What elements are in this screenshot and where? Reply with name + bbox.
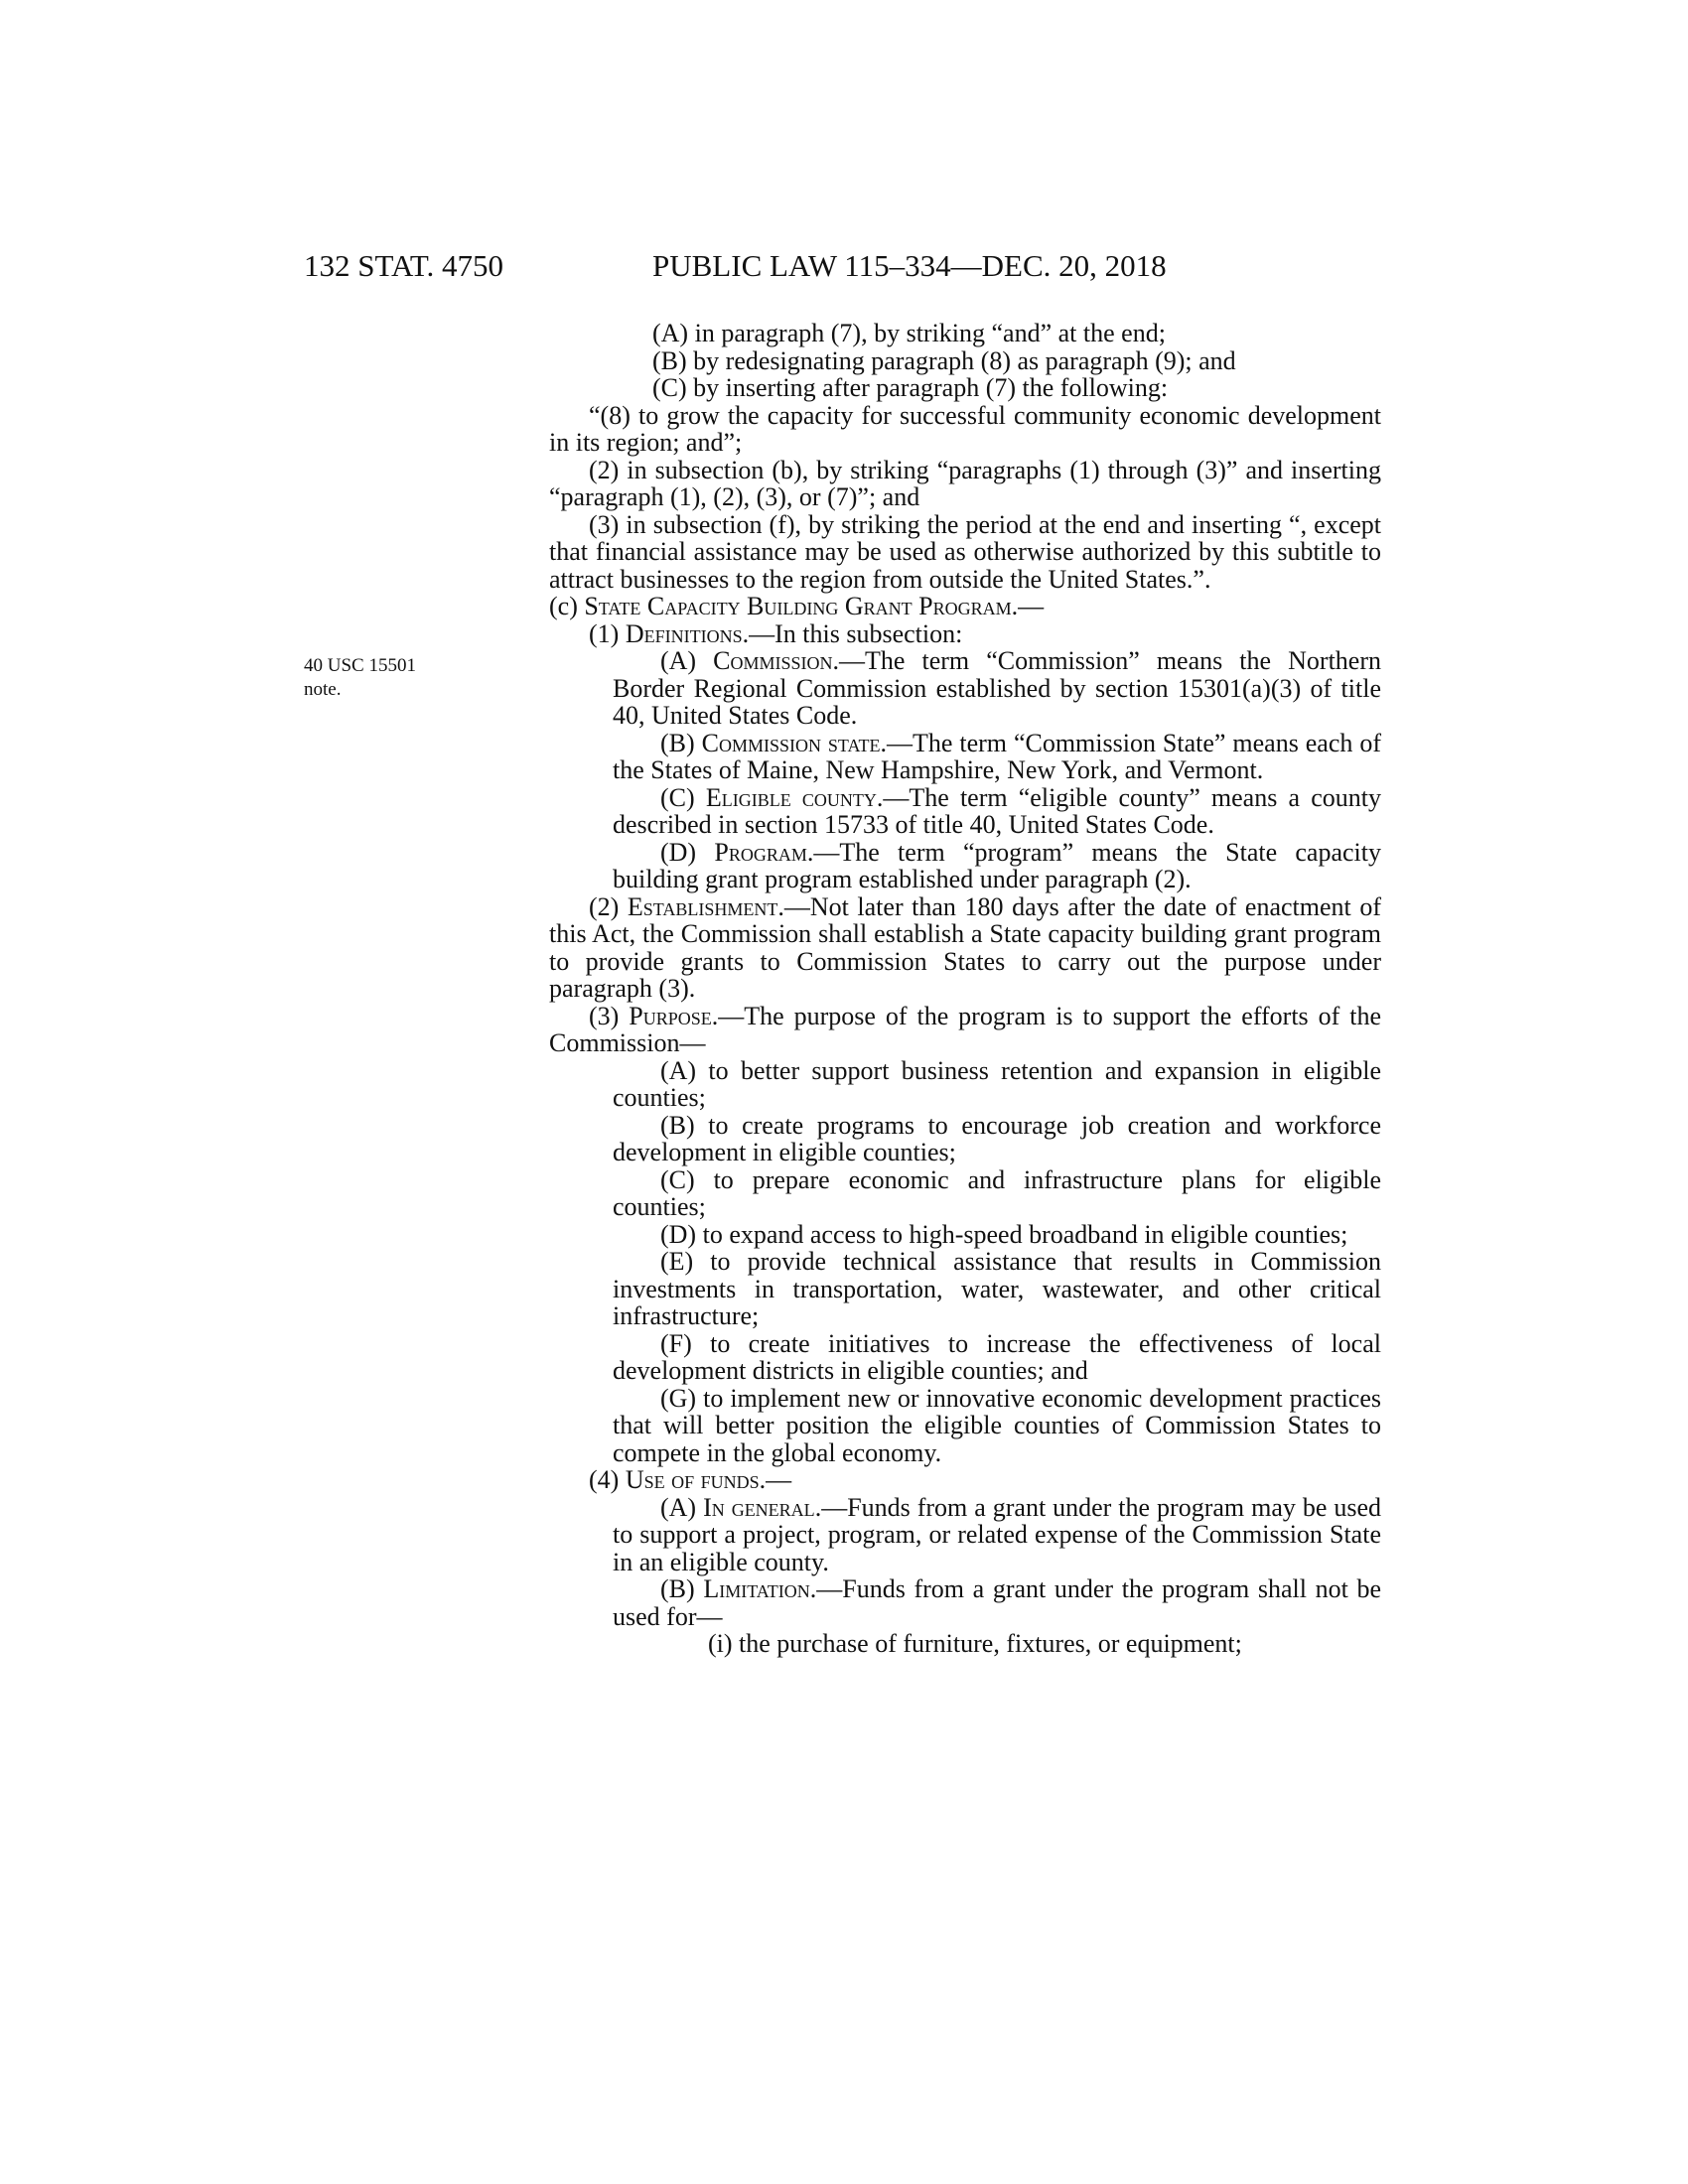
section-c-dash: .—	[1011, 592, 1045, 620]
definition-d-text: .—The term “program” means the State capacity building grant program established under paragraph (2).	[613, 837, 1382, 893]
purpose-e: (E) to provide technical assistance that results in Commission investments in transportation, water, wastewater, and other critical infrastructure;	[613, 1247, 1381, 1330]
public-law-title: PUBLIC LAW 115–334—DEC. 20, 2018	[652, 248, 1167, 283]
purpose-g: (G) to implement new or innovative economic development practices that will better position the eligible counties of Commission States to compete in the global economy.	[613, 1383, 1381, 1467]
definitions-text: .—In this subsection:	[742, 618, 963, 648]
paragraph-a: (A) in paragraph (7), by striking “and” at the end;	[652, 319, 1166, 347]
quoted-paragraph-8: “(8) to grow the capacity for successful community economic development in its region; and”;	[549, 400, 1381, 457]
purpose-f: (F) to create initiatives to increase the effectiveness of local development districts in eligible counties; and	[613, 1328, 1381, 1385]
use-of-funds-title: Use of funds	[625, 1465, 760, 1494]
definition-commission	[549, 647, 1381, 730]
definition-c-number: (C)	[660, 782, 706, 812]
definition-a-term: Commission	[713, 646, 833, 675]
establishment-paragraph	[549, 893, 1381, 1003]
definition-program	[549, 839, 1381, 893]
use-of-funds-heading	[549, 1466, 1381, 1494]
purpose-c: (C) to prepare economic and infrastructure plans for eligible counties;	[613, 1164, 1381, 1221]
use-of-funds-dash: .—	[759, 1465, 792, 1494]
purpose-number: (3)	[589, 1001, 630, 1030]
definition-b-term: Commission state	[701, 728, 881, 757]
definition-b-number: (B)	[660, 728, 702, 757]
definition-a-text: .—The term “Commission” means the Northern Border Regional Commission established by section 15301(a)(3) of title 40, United States Code.	[613, 646, 1381, 730]
definition-commission-state	[549, 730, 1381, 784]
definition-c-text: .—The term “eligible county” means a county described in section 15733 of title 40, United States Code.	[613, 782, 1381, 839]
paragraph-b-text: (B) by redesignating paragraph (8) as paragraph (9); and	[652, 345, 1236, 375]
use-of-funds-number: (4)	[589, 1465, 626, 1494]
statute-page-number: 132 STAT. 4750	[304, 248, 504, 283]
purpose-paragraph	[549, 1003, 1381, 1057]
statute-body	[549, 320, 1381, 1658]
definitions-title: Definitions	[625, 618, 743, 648]
section-c-number: (c)	[549, 592, 585, 620]
definitions-heading	[549, 620, 1381, 648]
subsection-b-amendment: (2) in subsection (b), by striking “paragraphs (1) through (3)” and inserting “paragraph (1), (2), (3), or (7)”; and	[549, 455, 1381, 511]
purpose-text: .—The purpose of the program is to support the efforts of the Commission—	[549, 1001, 1381, 1057]
page-header	[304, 246, 1380, 286]
use-a-text: .—Funds from a grant under the program may be used to support a project, program, or related expense of the Commission State in an eligible county.	[613, 1492, 1381, 1576]
definitions-number: (1)	[589, 618, 626, 648]
use-b-text: .—Funds from a grant under the program shall not be used for—	[613, 1574, 1381, 1631]
definition-eligible-county	[549, 784, 1381, 839]
definition-c-term: Eligible county	[705, 782, 877, 812]
establishment-number: (2)	[589, 891, 628, 921]
paragraph-c: (C) by inserting after paragraph (7) the following:	[652, 373, 1169, 402]
definition-d-term: Program	[714, 837, 807, 867]
definition-a-number: (A)	[660, 646, 714, 675]
definition-b-text: .—The term “Commission State” means each of the States of Maine, New Hampshire, New York, and Vermont.	[613, 728, 1381, 784]
use-a-title: In general	[703, 1492, 815, 1522]
purpose-d: (D) to expand access to high-speed broadband in eligible counties;	[660, 1219, 1348, 1249]
use-b-number: (B)	[660, 1574, 704, 1603]
margin-note-citation: 40 USC 15501	[304, 655, 416, 676]
use-b-title: Limitation	[703, 1574, 810, 1603]
use-of-funds-general	[549, 1494, 1381, 1576]
definition-d-number: (D)	[660, 837, 715, 867]
subsection-f-amendment: (3) in subsection (f), by striking the period at the end and inserting “, except that financial assistance may be used as otherwise authorized by this subtitle to attract businesses to the region from outside the United States.”.	[549, 509, 1381, 594]
limitation-clause-i: (i) the purchase of furniture, fixtures, or equipment;	[708, 1629, 1242, 1658]
section-c-heading	[549, 593, 1381, 620]
margin-note	[304, 654, 473, 702]
purpose-title: Purpose	[629, 1001, 712, 1030]
purpose-a: (A) to better support business retention and expansion in eligible counties;	[613, 1055, 1381, 1112]
purpose-b: (B) to create programs to encourage job creation and workforce development in eligible counties;	[613, 1110, 1381, 1166]
use-of-funds-limitation	[549, 1575, 1381, 1630]
paragraph-b	[549, 347, 1381, 375]
section-c-title: State Capacity Building Grant Program	[584, 592, 1012, 620]
establishment-title: Establishment	[627, 891, 778, 921]
use-a-number: (A)	[660, 1492, 704, 1522]
establishment-text: .—Not later than 180 days after the date of enactment of this Act, the Commission shall establish a State capacity building grant program to provide grants to Commission States to carry out the purpose under paragraph (3).	[549, 891, 1381, 1003]
margin-note-suffix: note.	[304, 679, 342, 700]
